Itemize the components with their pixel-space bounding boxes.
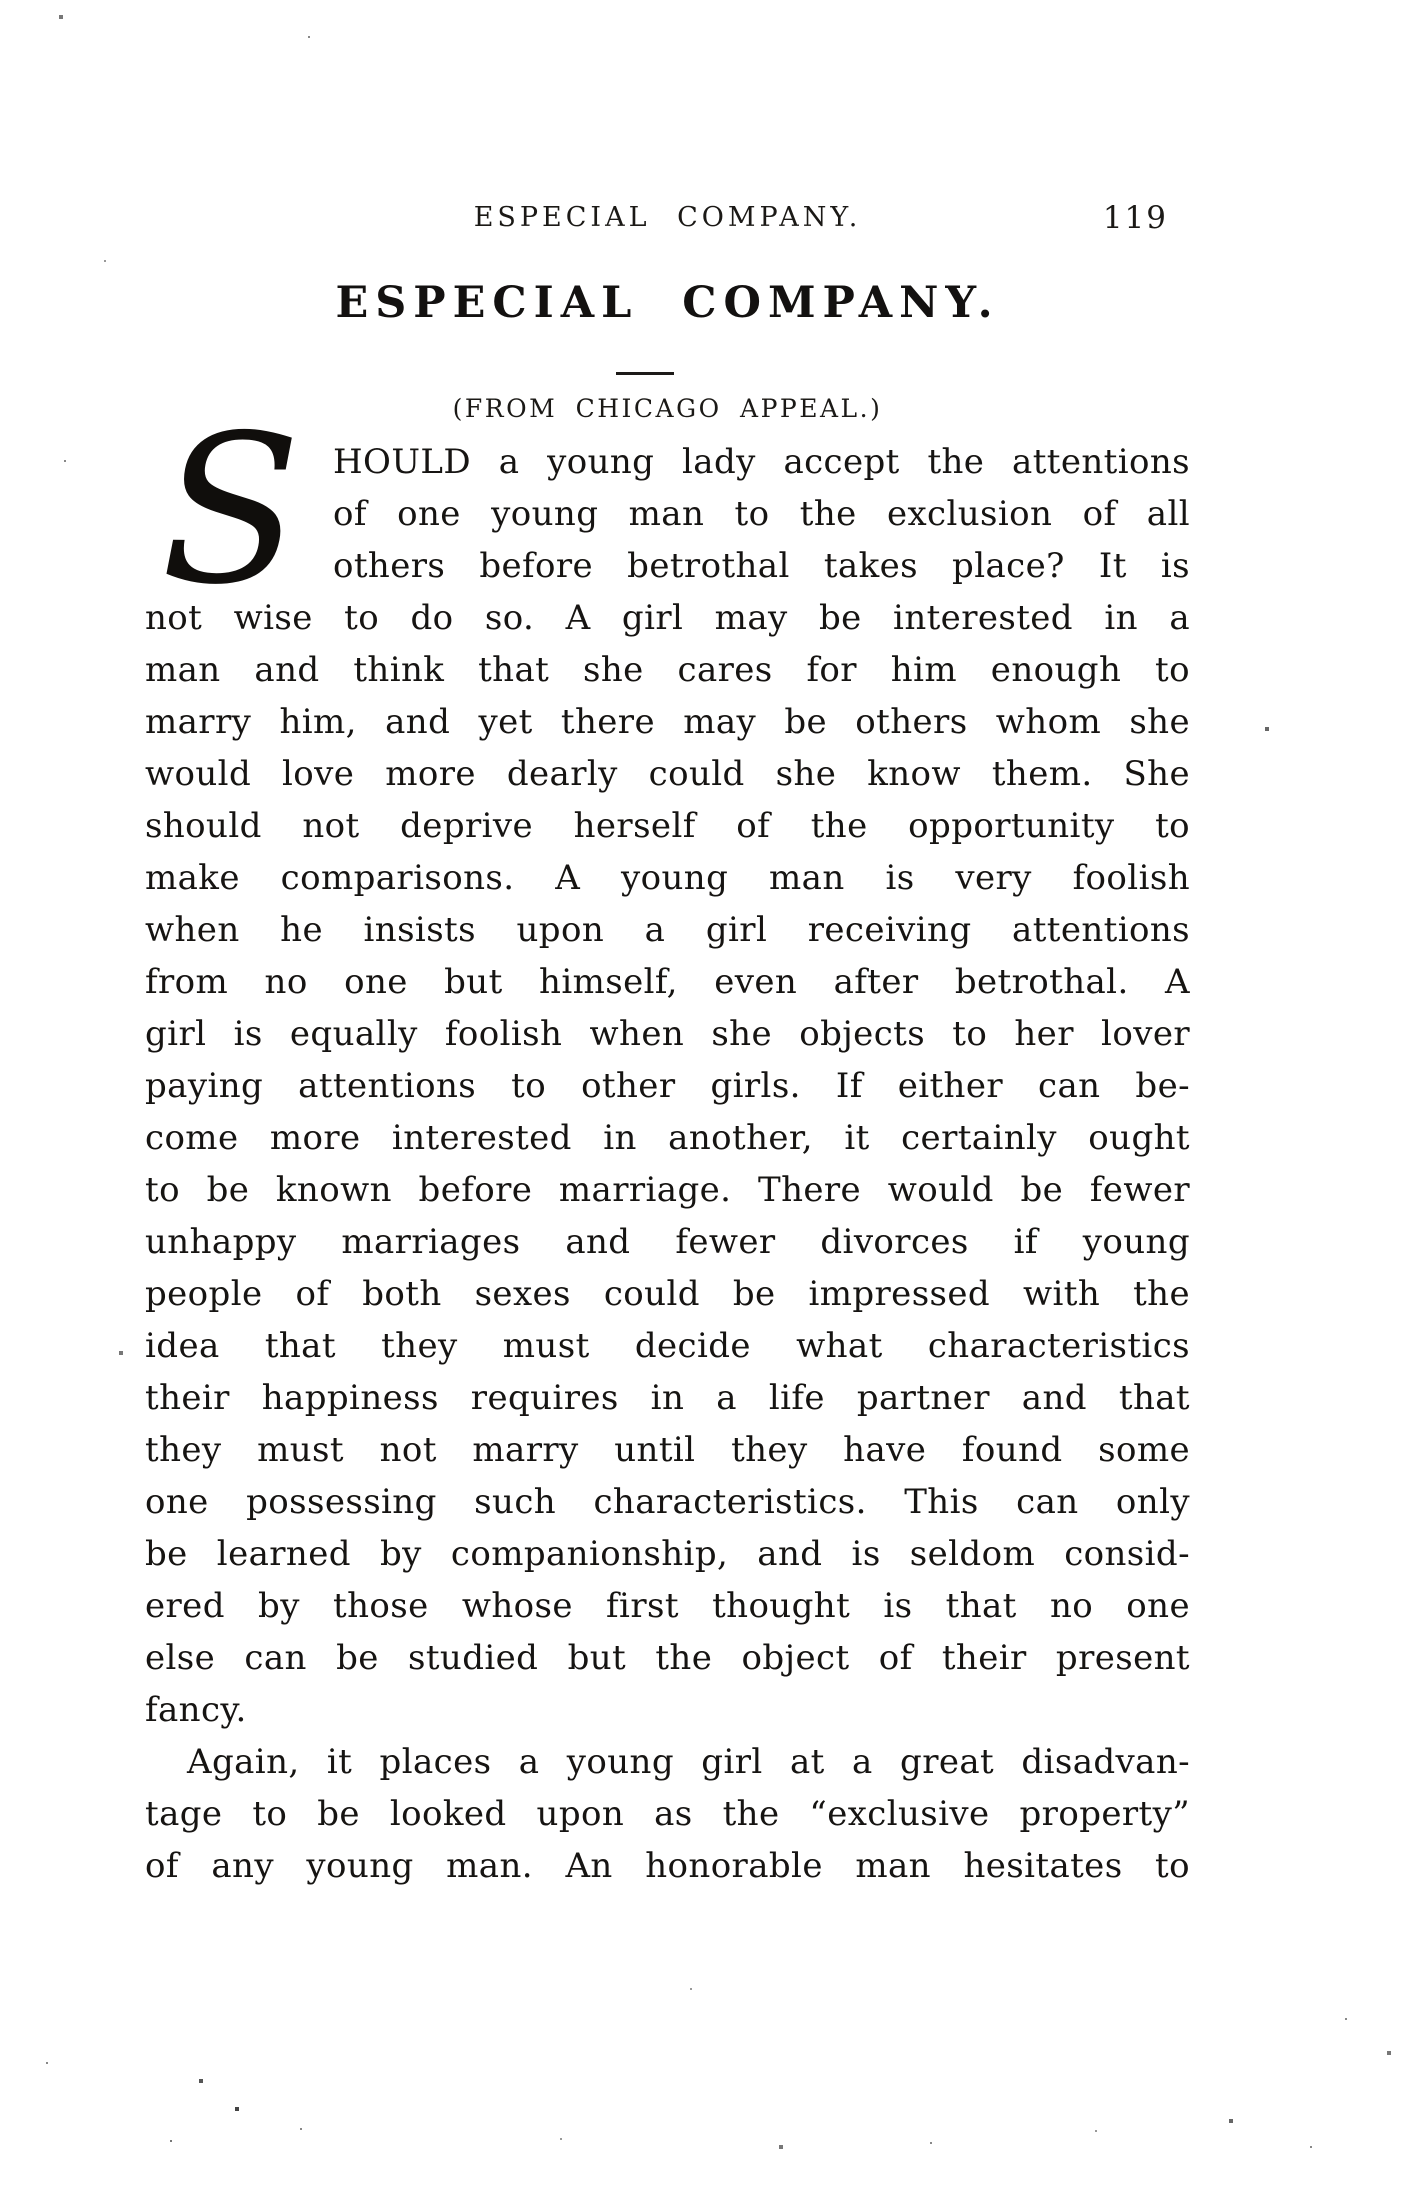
body-line: be learned by companionship, and is seldom consid- — [145, 1534, 1190, 1574]
body-line: from no one but himself, even after betrothal. A — [145, 962, 1190, 1002]
body-line: unhappy marriages and fewer divorces if young — [145, 1222, 1190, 1262]
body-line: their happiness requires in a life partner and that — [145, 1378, 1190, 1418]
body-line: idea that they must decide what characteristics — [145, 1326, 1190, 1366]
body-line: HOULD a young lady accept the attentions — [333, 442, 1190, 482]
body-line: to be known before marriage. There would be fewer — [145, 1170, 1190, 1210]
body-line: tage to be looked upon as the “exclusive property” — [145, 1794, 1190, 1834]
scan-noise — [0, 0, 2, 2]
source-attribution: (FROM CHICAGO APPEAL.) — [452, 394, 883, 423]
body-line: ered by those whose first thought is that no one — [145, 1586, 1190, 1626]
body-line: come more interested in another, it certainly ought — [145, 1118, 1190, 1158]
body-line: of any young man. An honorable man hesitates to — [145, 1846, 1190, 1886]
page-number: 119 — [1102, 200, 1168, 236]
article-title: ESPECIAL COMPANY. — [335, 278, 1000, 328]
body-line: girl is equally foolish when she objects to her lover — [145, 1014, 1190, 1054]
body-line: man and think that she cares for him enough to — [145, 650, 1190, 690]
page-header — [145, 202, 1190, 242]
body-line: fancy. — [145, 1690, 247, 1730]
body-line: else can be studied but the object of their present — [145, 1638, 1190, 1678]
body-line: people of both sexes could be impressed with the — [145, 1274, 1190, 1314]
body-line: Again, it places a young girl at a great disadvan- — [187, 1742, 1190, 1782]
body-line: should not deprive herself of the opportunity to — [145, 806, 1190, 846]
running-header: ESPECIAL COMPANY. — [473, 202, 862, 233]
paragraph-2 — [145, 1736, 1190, 1892]
body-line: when he insists upon a girl receiving attentions — [145, 910, 1190, 950]
body-line: of one young man to the exclusion of all — [333, 494, 1190, 534]
body-line: not wise to do so. A girl may be interested in a — [145, 598, 1190, 638]
body-line: make comparisons. A young man is very foolish — [145, 858, 1190, 898]
drop-cap-letter: S — [160, 392, 302, 630]
divider-rule — [616, 372, 674, 375]
body-line: marry him, and yet there may be others whom she — [145, 702, 1190, 742]
body-line: would love more dearly could she know them. She — [145, 754, 1190, 794]
body-line: paying attentions to other girls. If either can be- — [145, 1066, 1190, 1106]
body-line: they must not marry until they have found some — [145, 1430, 1190, 1470]
body-line: one possessing such characteristics. This can only — [145, 1482, 1190, 1522]
body-line: others before betrothal takes place? It is — [333, 546, 1190, 586]
